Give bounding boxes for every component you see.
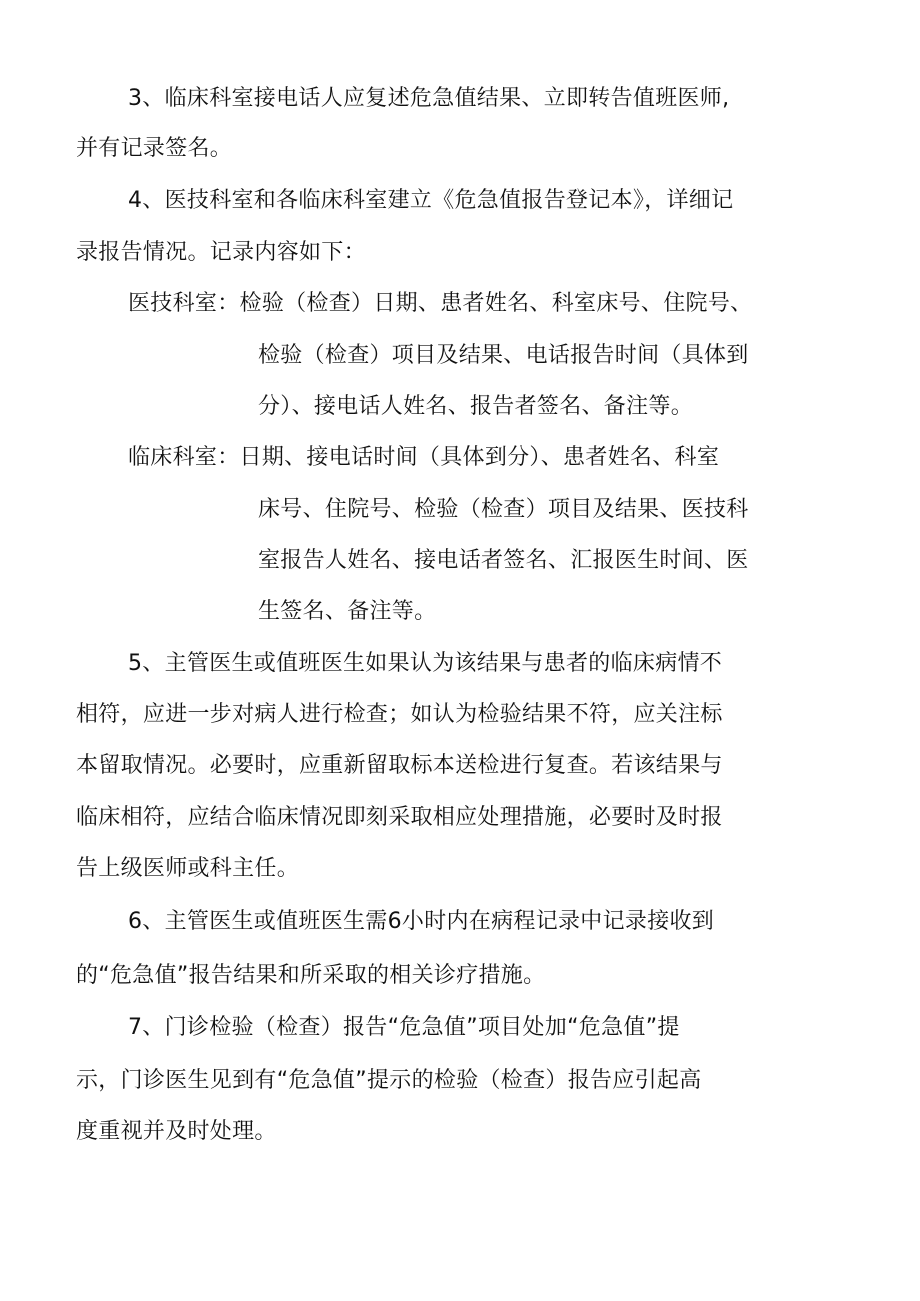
item6-line2: 的“危急值”报告结果和所采取的相关诊疗措施。 bbox=[76, 963, 546, 988]
item4-line1: 4、医技科室和各临床科室建立《危急值报告登记本》，详细记 bbox=[128, 188, 734, 213]
medtech-line3: 分）、接电话人姓名、报告者签名、备注等。 bbox=[258, 394, 694, 419]
medtech-line1: 检验（检查）日期、患者姓名、科室床号、住院号、 bbox=[239, 291, 753, 316]
item5-line5: 告上级医师或科主任。 bbox=[76, 856, 300, 881]
medtech-line2: 检验（检查）项目及结果、电话报告时间（具体到 bbox=[258, 343, 749, 368]
clinical-line2: 床号、住院号、检验（检查）项目及结果、医技科 bbox=[258, 497, 749, 522]
medtech-entry-line1 bbox=[128, 289, 752, 319]
item7-line1: 7、门诊检验（检查）报告“危急值”项目处加“危急值”提 bbox=[128, 1015, 680, 1040]
item7-line2: 示，门诊医生见到有“危急值”提示的检验（检查）报告应引起高 bbox=[76, 1068, 702, 1093]
item6-line1: 6、主管医生或值班医生需6小时内在病程记录中记录接收到 bbox=[128, 909, 715, 934]
item5-line4: 临床相符，应结合临床情况即刻采取相应处理措施，必要时及时报 bbox=[76, 805, 723, 830]
medtech-label: 医技科室： bbox=[128, 291, 240, 316]
item4-line2: 录报告情况。记录内容如下： bbox=[76, 240, 366, 265]
item5-line2: 相符，应进一步对病人进行检查；如认为检验结果不符，应关注标 bbox=[76, 702, 723, 727]
item3-line1: 3、临床科室接电话人应复述危急值结果、立即转告值班医师, bbox=[128, 86, 730, 111]
item5-line1: 5、主管医生或值班医生如果认为该结果与患者的临床病情不 bbox=[128, 651, 723, 676]
clinical-line4: 生签名、备注等。 bbox=[258, 599, 437, 624]
clinical-line1: 日期、接电话时间（具体到分）、患者姓名、科室 bbox=[239, 445, 720, 470]
clinical-entry-line1 bbox=[128, 443, 719, 473]
item5-line3: 本留取情况。必要时，应重新留取标本送检进行复查。若该结果与 bbox=[76, 753, 723, 778]
clinical-line3: 室报告人姓名、接电话者签名、汇报医生时间、医 bbox=[258, 548, 749, 573]
item7-line3: 度重视并及时处理。 bbox=[76, 1119, 277, 1144]
clinical-label: 临床科室： bbox=[128, 445, 240, 470]
item3-line2: 并有记录签名。 bbox=[76, 136, 233, 161]
